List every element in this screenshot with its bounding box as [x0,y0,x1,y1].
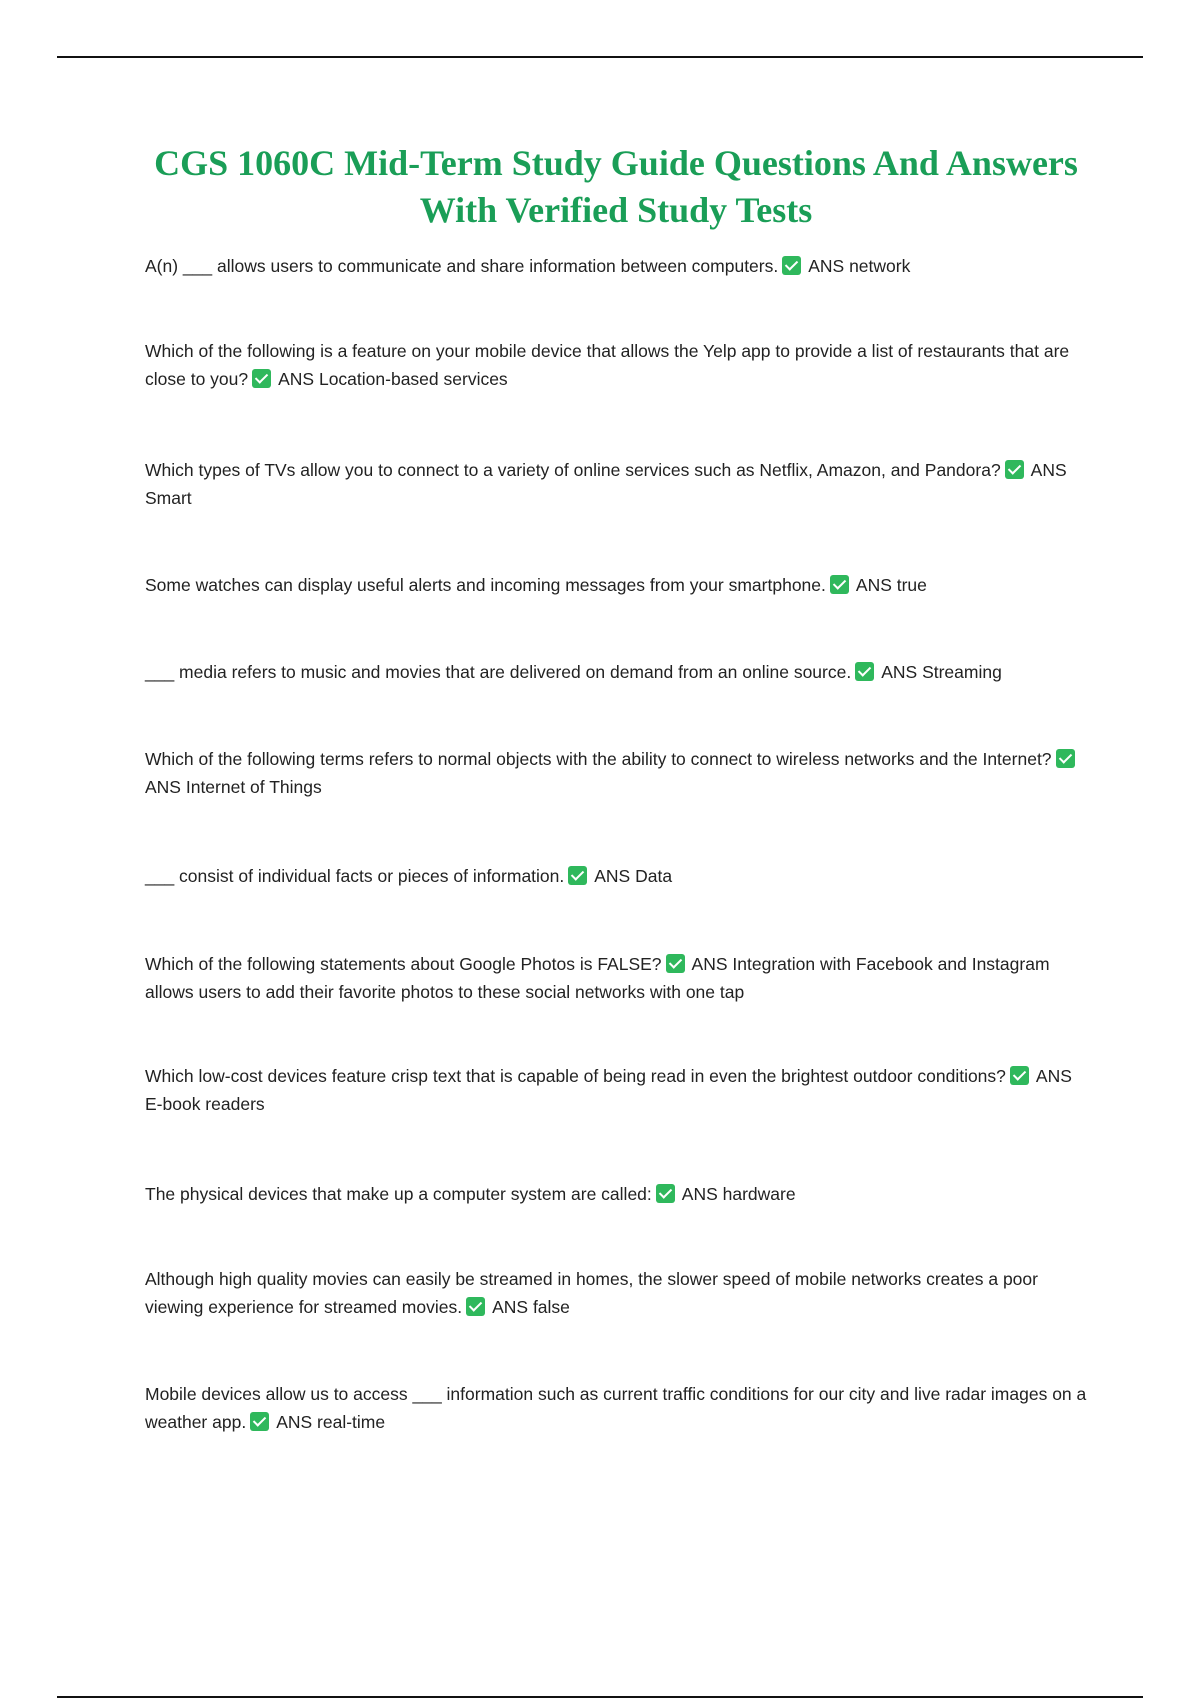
green-check-mark-icon [1005,460,1024,479]
answer-text: ANS Location-based services [278,369,508,389]
question-text: Which types of TVs allow you to connect to a variety of online services such as Netflix, Amazon, and Pandora? [145,460,1001,480]
question-text: ___ consist of individual facts or pieces of information. [145,866,565,886]
green-check-mark-icon [666,954,685,973]
green-check-mark-icon [1010,1066,1029,1085]
answer-text: ANS false [492,1297,570,1317]
footer-rule [57,1696,1143,1698]
qa-item [145,658,1090,686]
answer-text: ANS hardware [681,1184,796,1204]
qa-item [145,252,1090,280]
green-check-mark-icon [656,1184,675,1203]
header-rule [57,56,1143,58]
green-check-mark-icon [252,369,271,388]
question-text: Which of the following is a feature on your mobile device that allows the Yelp app to provide a list of restaurants that are close to you? [145,341,1070,389]
qa-item [145,456,1090,512]
answer-text: ANS Streaming [881,662,1002,682]
answer-text: ANS E-book readers [145,1066,1072,1114]
question-text: The physical devices that make up a computer system are called: [145,1184,652,1204]
question-text: Some watches can display useful alerts and incoming messages from your smartphone. [145,575,826,595]
answer-text: ANS Smart [145,460,1067,508]
green-check-mark-icon [830,575,849,594]
answer-text: ANS network [808,256,911,276]
green-check-mark-icon [466,1297,485,1316]
question-text: Which of the following terms refers to normal objects with the ability to connect to wireless networks and the Internet? [145,749,1052,769]
question-text: Which of the following statements about Google Photos is FALSE? [145,954,662,974]
answer-text: ANS Integration with Facebook and Instagram allows users to add their favorite photos to these social networks with one tap [145,954,1050,1002]
answer-text: ANS Internet of Things [145,777,322,797]
qa-item [145,862,1090,890]
qa-item [145,337,1090,393]
qa-item [145,950,1090,1006]
green-check-mark-icon [1056,749,1075,768]
answer-text: ANS true [855,575,927,595]
green-check-mark-icon [250,1412,269,1431]
answer-text: ANS Data [594,866,673,886]
qa-item [145,1062,1090,1118]
question-text: ___ media refers to music and movies that are delivered on demand from an online source. [145,662,852,682]
qa-item [145,1265,1090,1321]
green-check-mark-icon [568,866,587,885]
green-check-mark-icon [782,256,801,275]
document-title: CGS 1060C Mid-Term Study Guide Questions And Answers With Verified Study Tests [154,143,1078,230]
question-text: Although high quality movies can easily be streamed in homes, the slower speed of mobile networks creates a poor viewing experience for streamed movies. [145,1269,1038,1317]
qa-item [145,1380,1090,1436]
question-text: A(n) ___ allows users to communicate and share information between computers. [145,256,779,276]
qa-item [145,745,1090,801]
question-text: Which low-cost devices feature crisp text that is capable of being read in even the brightest outdoor conditions? [145,1066,1006,1086]
qa-item [145,571,1090,599]
qa-item [145,1180,1090,1208]
question-text: Mobile devices allow us to access ___ information such as current traffic conditions for our city and live radar images on a weather app. [145,1384,1087,1432]
green-check-mark-icon [855,662,874,681]
answer-text: ANS real-time [276,1412,386,1432]
